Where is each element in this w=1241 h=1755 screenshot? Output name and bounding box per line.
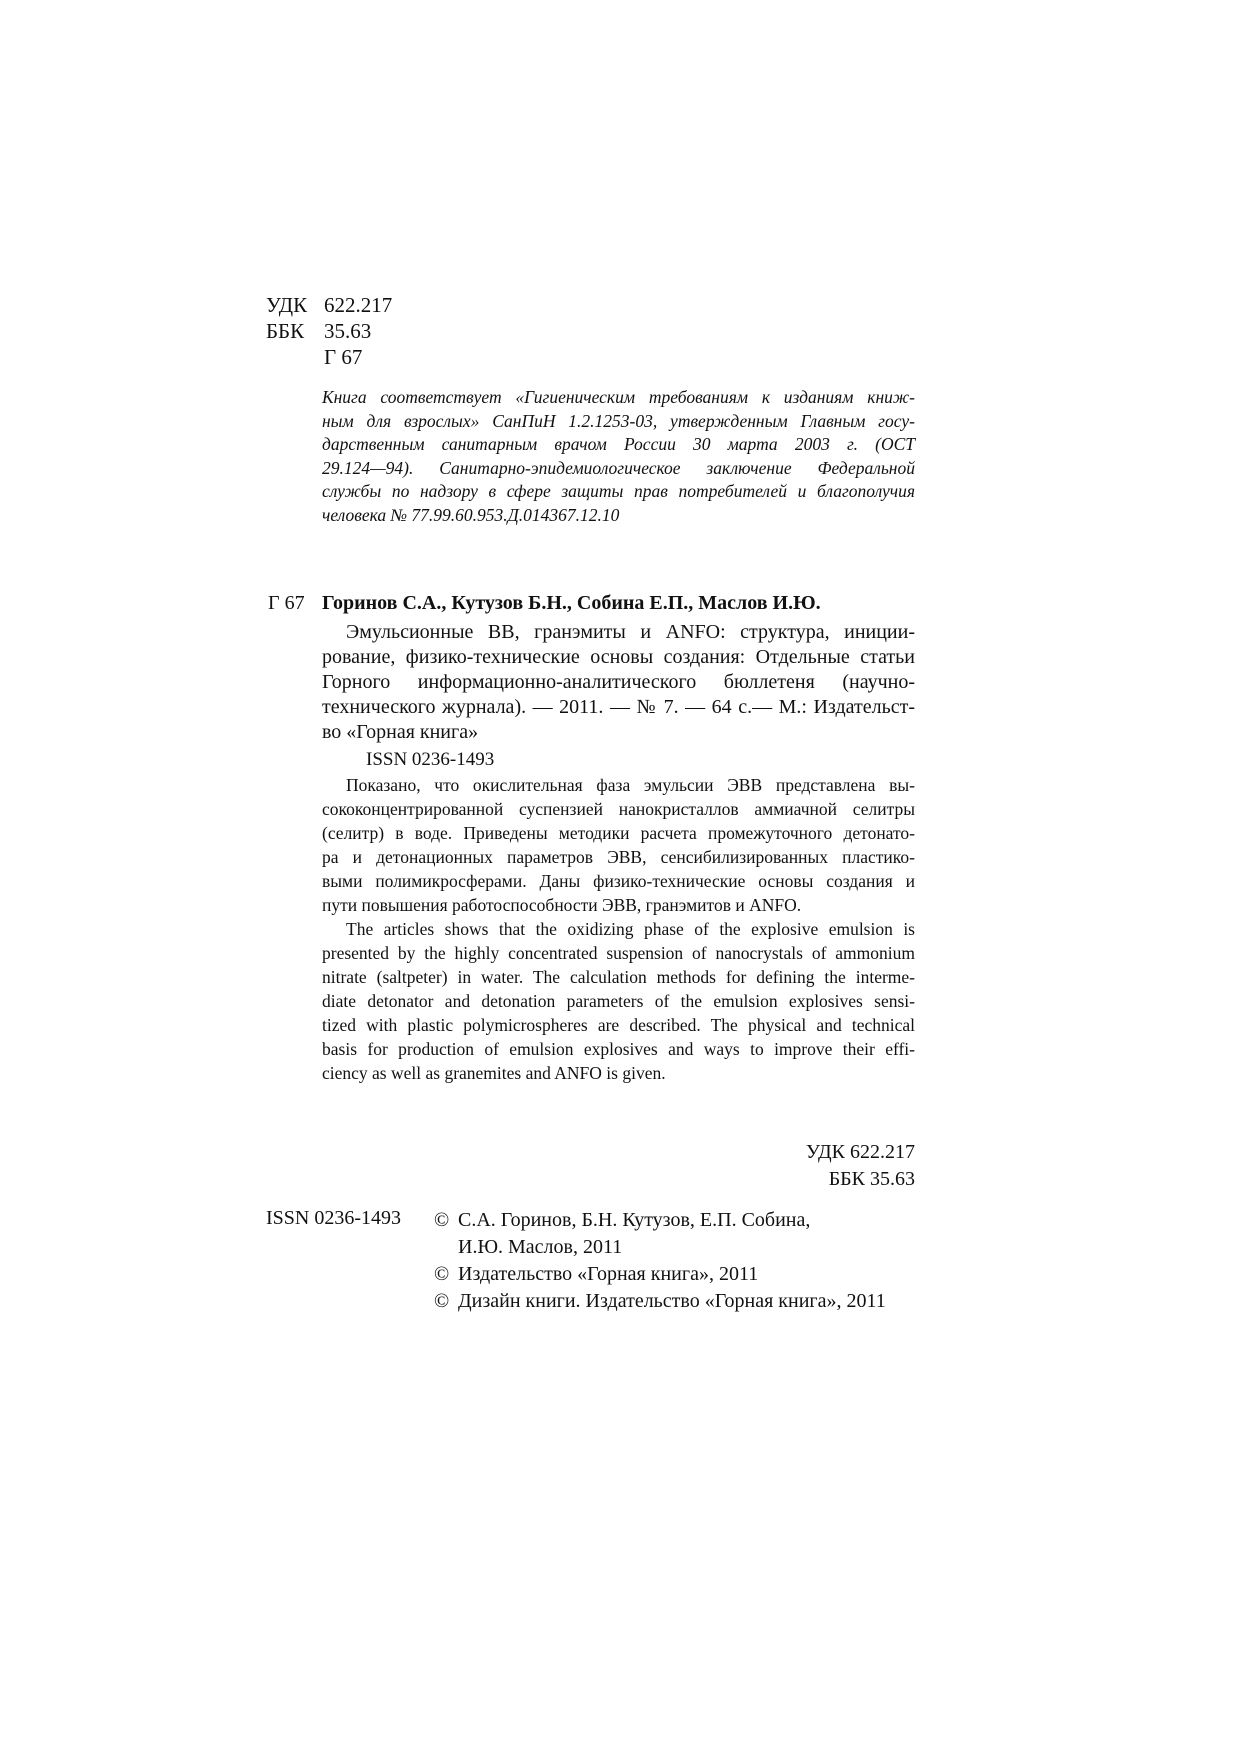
copyright-text: Дизайн книги. Издательство «Горная книга», 2011 — [458, 1290, 886, 1312]
copyright-line-1 — [434, 1207, 810, 1234]
hygiene-notice — [322, 386, 915, 527]
annotation-line: Показано, что окислительная фаза эмульсии ЭВВ представлена вы- — [346, 775, 915, 795]
bottom-udk: УДК 622.217 — [805, 1141, 915, 1163]
copyright-text: С.А. Горинов, Б.Н. Кутузов, Е.П. Собина, — [458, 1209, 811, 1231]
annotation-line: пути повышения работоспособности ЭВВ, гранэмитов и ANFO. — [322, 895, 802, 915]
annotation-line: tized with plastic polymicrospheres are described. The physical and technical — [322, 1015, 915, 1035]
udk-label: УДК — [266, 293, 308, 317]
description-line: технического журнала). — 2011. — № 7. — 64 с.— М.: Издательст- — [322, 696, 915, 718]
annotation-line: basis for production of emulsion explosives and ways to improve their effi- — [322, 1039, 915, 1059]
copyright-symbol: © — [434, 1209, 450, 1231]
bottom-bbk: ББК 35.63 — [828, 1168, 915, 1190]
catalog-issn: ISSN 0236-1493 — [366, 749, 495, 770]
annotation-line: выми полимикросферами. Даны физико-технические основы создания и — [322, 871, 915, 891]
notice-line: человека № 77.99.60.953.Д.014367.12.10 — [322, 504, 620, 525]
annotation-line: diate detonator and detonation parameters of the emulsion explosives sensi- — [322, 991, 915, 1011]
description-line: Горного информационно-аналитического бюллетеня (научно- — [322, 671, 915, 693]
notice-line: службы по надзору в сфере защиты прав потребителей и благополучия — [322, 481, 915, 501]
author-mark: Г 67 — [324, 345, 363, 369]
annotation-line: (селитр) в воде. Приведены методики расчета промежуточного детонато- — [322, 823, 915, 843]
notice-line: 29.124—94). Санитарно-эпидемиологическое заключение Федеральной — [322, 457, 915, 478]
annotation-line: presented by the highly concentrated suspension of nanocrystals of ammonium — [322, 943, 915, 963]
copyright-text: Издательство «Горная книга», 2011 — [458, 1263, 759, 1285]
annotation-line: сококонцентрированной суспензией нанокристаллов аммиачной селитры — [322, 799, 915, 819]
annotation-line: The articles shows that the oxidizing phase of the explosive emulsion is — [346, 919, 915, 939]
classification-block — [266, 292, 466, 372]
catalog-code: Г 67 — [268, 592, 305, 614]
copyright-symbol: © — [434, 1290, 450, 1312]
notice-line: ным для взрослых» СанПиН 1.2.1253-03, утвержденным Главным госу- — [322, 410, 915, 431]
catalog-authors: Горинов С.А., Кутузов Б.Н., Собина Е.П., Маслов И.Ю. — [322, 592, 821, 614]
copyright-line-1-cont — [458, 1234, 622, 1261]
copyright-line-3 — [434, 1288, 886, 1315]
description-line: рование, физико-технические основы создания: Отдельные статьи — [322, 646, 915, 668]
notice-line: дарственным санитарным врачом России 30 марта 2003 г. (ОСТ — [322, 434, 915, 454]
annotation-ru — [322, 773, 915, 917]
annotation-en — [322, 917, 915, 1085]
bbk-label: ББК — [266, 319, 305, 343]
udk-value: 622.217 — [324, 293, 393, 317]
copyright-symbol: © — [434, 1263, 450, 1285]
annotation-line: nitrate (saltpeter) in water. The calculation methods for defining the interme- — [322, 967, 915, 987]
notice-line: Книга соответствует «Гигиеническим требованиям к изданиям книж- — [322, 387, 915, 407]
issn-bottom: ISSN 0236-1493 — [266, 1207, 402, 1229]
description-line: Эмульсионные ВВ, гранэмиты и ANFO: структура, иниции- — [346, 621, 915, 643]
copyright-line-2 — [434, 1261, 758, 1288]
bbk-value: 35.63 — [324, 319, 372, 343]
annotation-line: ciency as well as granemites and ANFO is given. — [322, 1063, 666, 1083]
description-line: во «Горная книга» — [322, 721, 479, 743]
copyright-text: И.Ю. Маслов, 2011 — [458, 1236, 623, 1258]
annotation-line: ра и детонационных параметров ЭВВ, сенсибилизированных пластико- — [322, 847, 915, 867]
catalog-description — [322, 620, 915, 745]
bottom-codes — [806, 1139, 915, 1193]
